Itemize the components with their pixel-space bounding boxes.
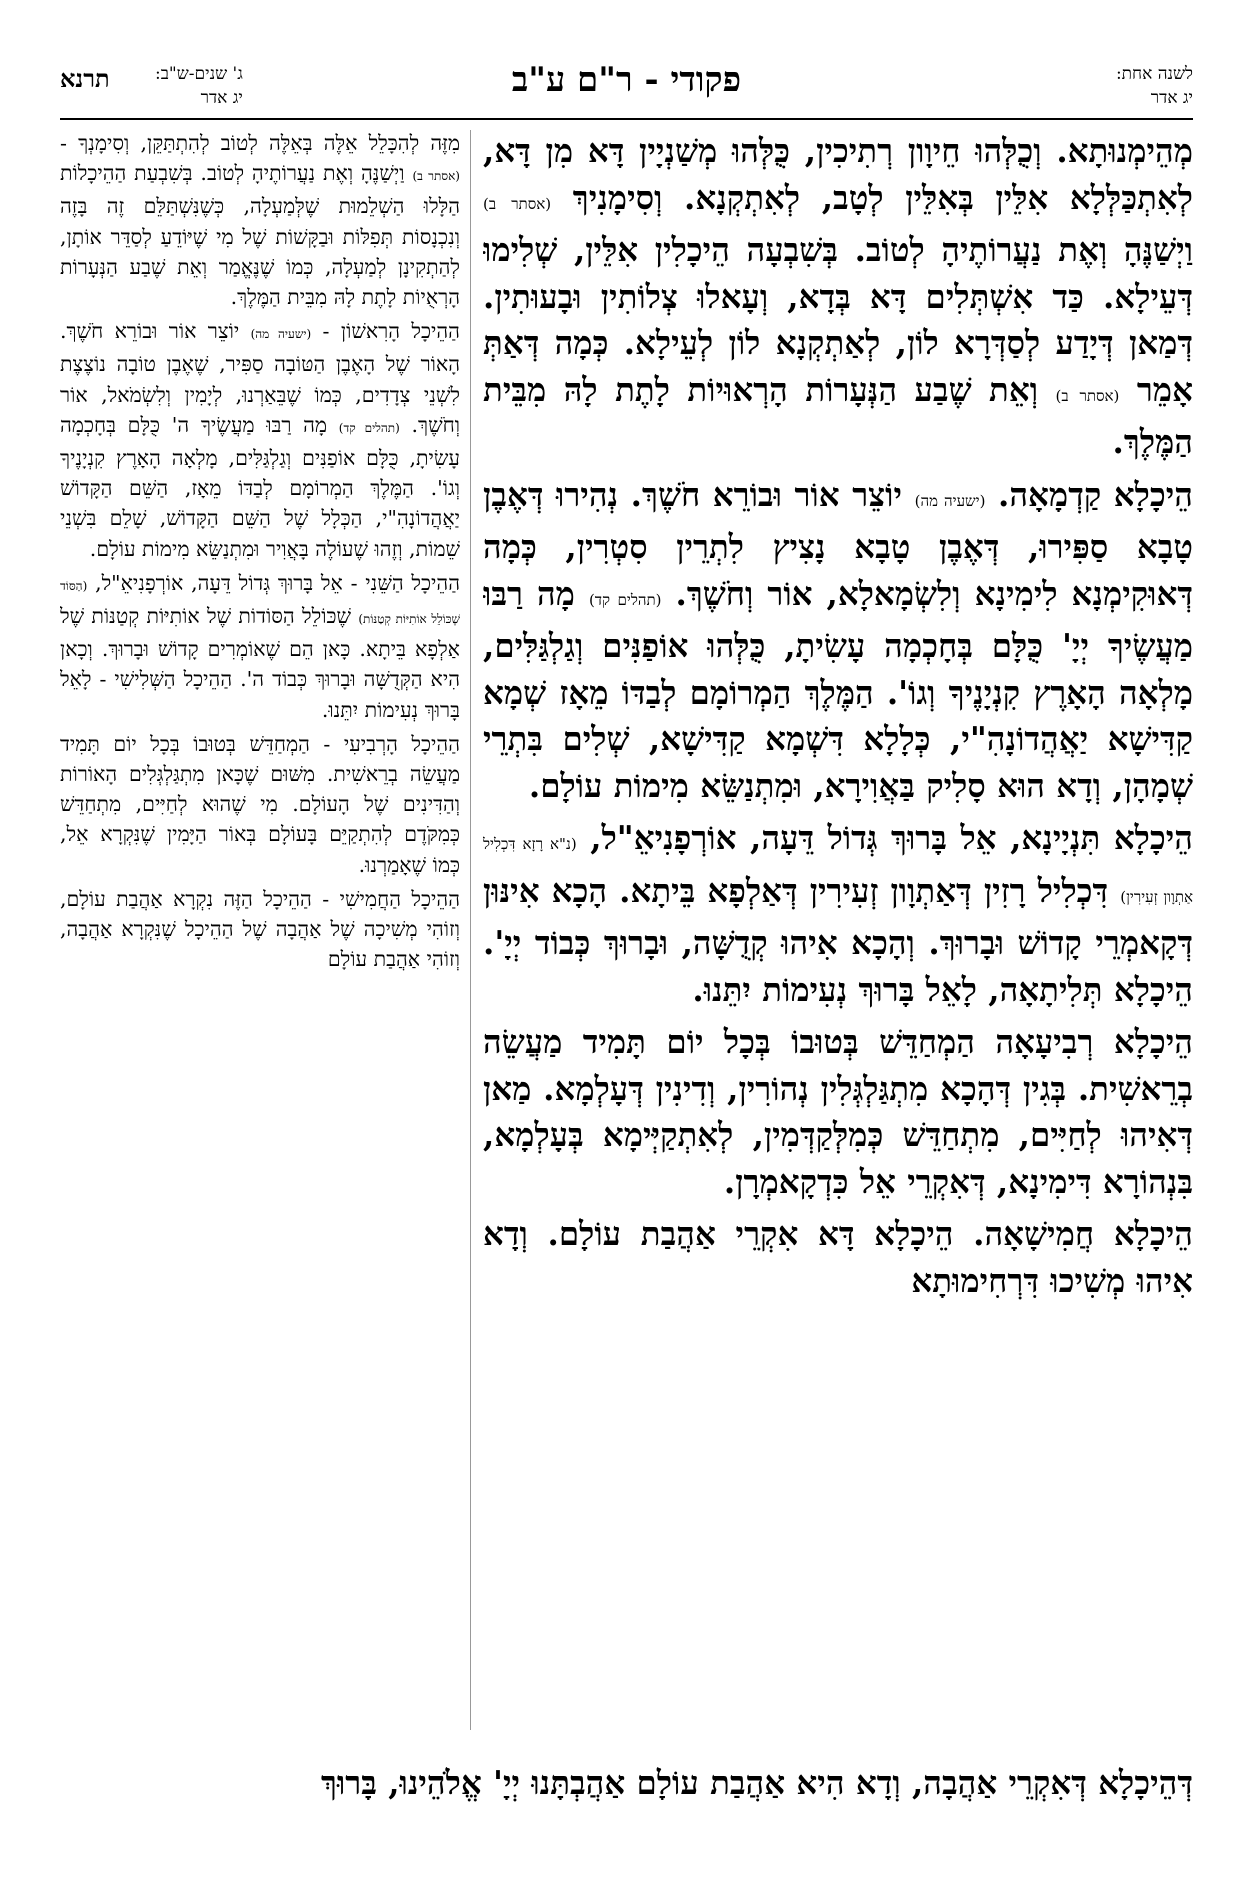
side-text: הַהֵיכָל הָרְבִיעִי - הַמְחַדֵּשׁ בְּטוּבוֹ בְּכָל יוֹם תָּמִיד מַעֲשֵׂה בְרֵאשִׁית. מִשּׁוּם שֶׁכָּאן מִתְגַּלְגְּלִים הָאוֹרוֹת וְהַדִּינִים שֶׁל הָעוֹלָם. מִי שֶׁהוּא לְחַיִּים, מִתְחַדֵּשׁ כְּמִקֹּדֶם לְהִתְקַיֵּם בָּעוֹלָם בְּאוֹר הַיָּמִין שֶׁנִּקְרָא אֵל, כְּמוֹ שֶׁאָמַרְנוּ. — [60, 731, 460, 877]
main-text: הֵיכָלָא תִּנְיָינָא, אֵל בָּרוּךְ גְּדוֹל דֵּעָה, אוֹרְפָנִיאֵ"ל, — [590, 818, 1193, 857]
main-paragraph-3 — [483, 815, 1193, 1013]
side-text: הַהֵיכָל הָרִאשׁוֹן - — [322, 319, 460, 344]
side-paragraph-3 — [60, 568, 460, 725]
header-right-date: יג אדר — [1150, 88, 1193, 108]
citation: (ישעיה מה) — [914, 491, 986, 510]
citation: (הַסּוֹד שֶׁכּוֹלֵל אוֹתִיּוֹת קְטַנּוֹת) — [60, 578, 460, 627]
header-left-date: יג אדר — [200, 88, 243, 108]
main-text: מְהֵימְנוּתָא. וְכֻלְּהוּ חֵיוָון רְתִיכִין, כֻּלְּהוּ מְשַׁנְיָין דָּא מִן דָּא, לְאִתְכַּלְּלָא אִלֵּין בְּאִלֵּין לְטָב, לְאִתְקְנָא. וְסִימָנִיךְ — [483, 131, 1193, 217]
main-text: הֵיכָלָא רְבִיעָאָה הַמְחַדֵּשׁ בְּטוּבוֹ בְּכָל יוֹם תָּמִיד מַעֲשֵׂה בְרֵאשִׁית. בְּגִין דְּהָכָא מִתְגַּלְגְּלִין נְהוֹרִין, וְדִינִין דְּעָלְמָא. מַאן דְּאִיהוּ לְחַיִּים, מִתְחַדֵּשׁ כְּמִלְּקַדְּמִין, לְאִתְקַיְּימָא בְּעָלְמָא, בִּנְהוֹרָא דִּימִינָא, דְּאִקְרֵי אֵל כִּדְקָאמְרָן. — [483, 1022, 1193, 1201]
citation: (תהלים קד) — [338, 420, 400, 435]
main-text: וַיְשַׁנֶּהָ וְאֶת נַעֲרוֹתֶיהָ לְטוֹב. בְּשִׁבְעָה הֵיכָלִין אִלֵּין, שְׁלִימוּ דְּעֵילָא. כַּד אִשְׁתְּלִים דָּא בְּדָא, וְעָאלוּ צְלוֹתִין וּבָעוּתִין. דְּמַאן דְּיָדַע לְסַדְּרָא לוֹן, לְאַתְקְנָא לוֹן לְעֵילָא. כְּמָה דְּאַתְּ אָמֵר — [483, 230, 1193, 409]
main-column — [483, 128, 1193, 1738]
page-header — [60, 50, 1193, 120]
main-text: הֵיכָלָא קַדְמָאָה. — [998, 474, 1193, 514]
header-right-label: לשנה אחת: — [1115, 64, 1193, 84]
page-title: פקודי - ר"ם ע"ב — [511, 60, 742, 100]
side-text: הַהֵיכָל הַשֵּׁנִי - אֵל בָּרוּךְ גְּדוֹל דֵּעָה, אוֹרְפָנִיאֵ"ל, — [95, 570, 460, 595]
side-text: שֶׁכּוֹלֵל הַסּוֹדוֹת שֶׁל אוֹתִיּוֹת קְטַנּוֹת שֶׁל אַלְפָא בֵּיתָא. כָּאן הֵם שֶׁאוֹמְרִים קָדוֹשׁ וּבָרוּךְ. וְכָאן הִיא הַקְּדֻשָּׁה וּבָרוּךְ כְּבוֹד ה'. הַהֵיכָל הַשְּׁלִישִׁי - לָאֵל בָּרוּךְ נְעִימוֹת יִתֵּנוּ. — [60, 604, 460, 722]
main-text: הֵיכָלָא חֲמִישָׁאָה. הֵיכָלָא דָּא אִקְרֵי אַהֲבַת עוֹלָם. וְדָא אִיהוּ מְשִׁיכוּ דִּרְחִימוּתָא — [483, 1214, 1193, 1300]
main-paragraph-4 — [483, 1019, 1193, 1205]
side-paragraph-2 — [60, 316, 460, 564]
main-text: דִּכְלִיל רָזִין דְּאַתְוָון זְעִירִין דְּאַלְפָא בֵּיתָא. הָכָא אִינּוּן דְּקָאמְרֵי קָדוֹשׁ וּבָרוּךְ. וְהָכָא אִיהוּ קְדֻשָּׁה, וּבָרוּךְ כְּבוֹד יְיָ'. הֵיכָלָא תְּלִיתָאָה, לָאֵל בָּרוּךְ נְעִימוֹת יִתֵּנוּ. — [483, 870, 1193, 1009]
citation: (אסתר ב) — [412, 169, 460, 184]
main-text: מָה רַבּוּ מַעֲשֶׂיךָ יְיָ' כֻּלָּם בְּחָכְמָה עָשִׂיתָ, כֻּלְּהוּ אוֹפַנִּים וְגַלְגַּלִּים, מָלְאָה הָאָרֶץ קִנְיָנֶיךָ וְגוֹ'. הַמֶּלֶךְ הַמְרוֹמָם לְבַדּוֹ מֵאָז שְׁמָא קַדִּישָׁא יַאֲהֲדוֹנָהִ"י, כְּלָלָא דִּשְׁמָא קַדִּישָׁא, שְׁלִים בִּתְרֵי שְׁמָהָן, וְדָא הוּא סָלִיק בַּאֲוִירָא, וּמִתְנַשֵּׂא מִימוֹת עוֹלָם. — [483, 573, 1193, 805]
side-paragraph-5 — [60, 884, 460, 975]
citation: (תהלים קד) — [588, 590, 662, 609]
citation: (ישעיה מה) — [250, 327, 312, 342]
side-text: יוֹצֵר אוֹר וּבוֹרֵא חֹשֶׁךְ. הָאוֹר שֶׁל הָאֶבֶן הַטּוֹבָה סַפִּיר, שֶׁאֶבֶן טוֹבָה נוֹצֶצֶת לִשְׁנֵי צְדָדִים, כְּמוֹ שֶׁבֵּאַרְנוּ, לְיָמִין וְלִשְׂמֹאל, אוֹר וְחֹשֶׁךְ. — [60, 319, 460, 437]
main-text: יוֹצֵר אוֹר וּבוֹרֵא חֹשֶׁךְ. נְהִירוּ דְּאֶבֶן טָבָא סַפִּירוּ, דְּאֶבֶן טָבָא נָצִיץ לִתְרֵין סִטְרִין, כְּמָה דְּאוּקִימְנָא לִימִינָא וְלִשְׂמָאלָא, אוֹר וְחֹשֶׁךְ. — [483, 474, 1193, 613]
citation: (נ"א רָזָא דִּכְלִיל אַתְוָון זְעִירִין) — [483, 835, 1193, 906]
header-rule — [60, 118, 1193, 120]
side-paragraph-1 — [60, 128, 460, 312]
page-number: תרנא — [60, 64, 110, 93]
side-text: וַיְשַׁנֶּהָ וְאֶת נַעֲרוֹתֶיהָ לְטוֹב. בְּשִׁבְעַת הַהֵיכָלוֹת הַלָּלוּ הַשְׁלֵמוּת שֶׁלְּמַעְלָה, כְּשֶׁנִּשְׁתַּלֵּם זֶה בָּזֶה וְנִכְנָסוֹת תְּפִלּוֹת וּבַקָּשׁוֹת שֶׁל מִי שֶׁיּוֹדֵעַ לְסַדֵּר אוֹתָן, לְהַתְקִינָן לְמַעְלָה, כְּמוֹ שֶׁנֶּאֱמַר וְאֵת שֶׁבַע הַנְּעָרוֹת הָרְאֻיוֹת לָתֶת לָהּ מִבֵּית הַמֶּלֶךְ. — [60, 161, 460, 310]
side-text: מִזֶּה לְהִכָּלֵל אֵלֶּה בְּאֵלֶּה לְטוֹב לְהִתְתַּקֵּן, וְסִימָנְךָ - — [60, 131, 460, 155]
commentary-column — [60, 128, 460, 1828]
main-text: וְאֵת שֶׁבַע הַנְּעָרוֹת הָרְאוּיוֹת לָתֶת לָהּ מִבֵּית הַמֶּלֶךְ. — [483, 369, 1193, 461]
header-left — [155, 62, 243, 110]
side-text: מָה רַבּוּ מַעֲשֶׂיךָ ה' כֻּלָּם בְּחָכְמָה עָשִׂיתָ, כֻּלָּם אוֹפַנִּים וְגַלְגַּלִּים, מָלְאָה הָאָרֶץ קִנְיָנֶיךָ וְגוֹ'. הַמֶּלֶךְ הַמְרוֹמָם לְבַדּוֹ מֵאָז, הַשֵּׁם הַקָּדוֹשׁ יַאֲהֲדוֹנָהִ"י, הַכְּלָל שֶׁל הַשֵּׁם הַקָּדוֹשׁ, שָׁלֵם בִּשְׁנֵי שֵׁמוֹת, וְזֶהוּ שֶׁעוֹלֶה בָּאֲוִיר וּמִתְנַשֵּׂא מִימוֹת עוֹלָם. — [60, 412, 460, 561]
column-divider — [470, 130, 471, 1730]
main-paragraph-1 — [483, 128, 1193, 466]
main-paragraph-2 — [483, 472, 1193, 810]
citation: (אסתר ב) — [1055, 386, 1120, 405]
side-paragraph-4 — [60, 729, 460, 880]
citation: (אסתר ב) — [483, 194, 552, 213]
side-text: הַהֵיכָל הַחֲמִישִׁי - הַהֵיכָל הַזֶּה נִקְרָא אַהֲבַת עוֹלָם, וְזוֹהִי מְשִׁיכָה שֶׁל אַהֲבָה שֶׁל הַהֵיכָל שֶׁנִּקְרָא אַהֲבָה, וְזוֹהִי אַהֲבַת עוֹלָם — [60, 886, 460, 972]
continuation-line: דְּהֵיכָלָא דְּאִקְרֵי אַהֲבָה, וְדָא הִיא אַהֲבַת עוֹלָם אַהֲבְתָּנוּ יְיָ' אֱלֹהֵינוּ, בָּרוּךְ — [320, 1763, 1193, 1802]
main-paragraph-5 — [483, 1211, 1193, 1304]
header-left-label: ג' שנים-ש"ב: — [155, 64, 243, 84]
